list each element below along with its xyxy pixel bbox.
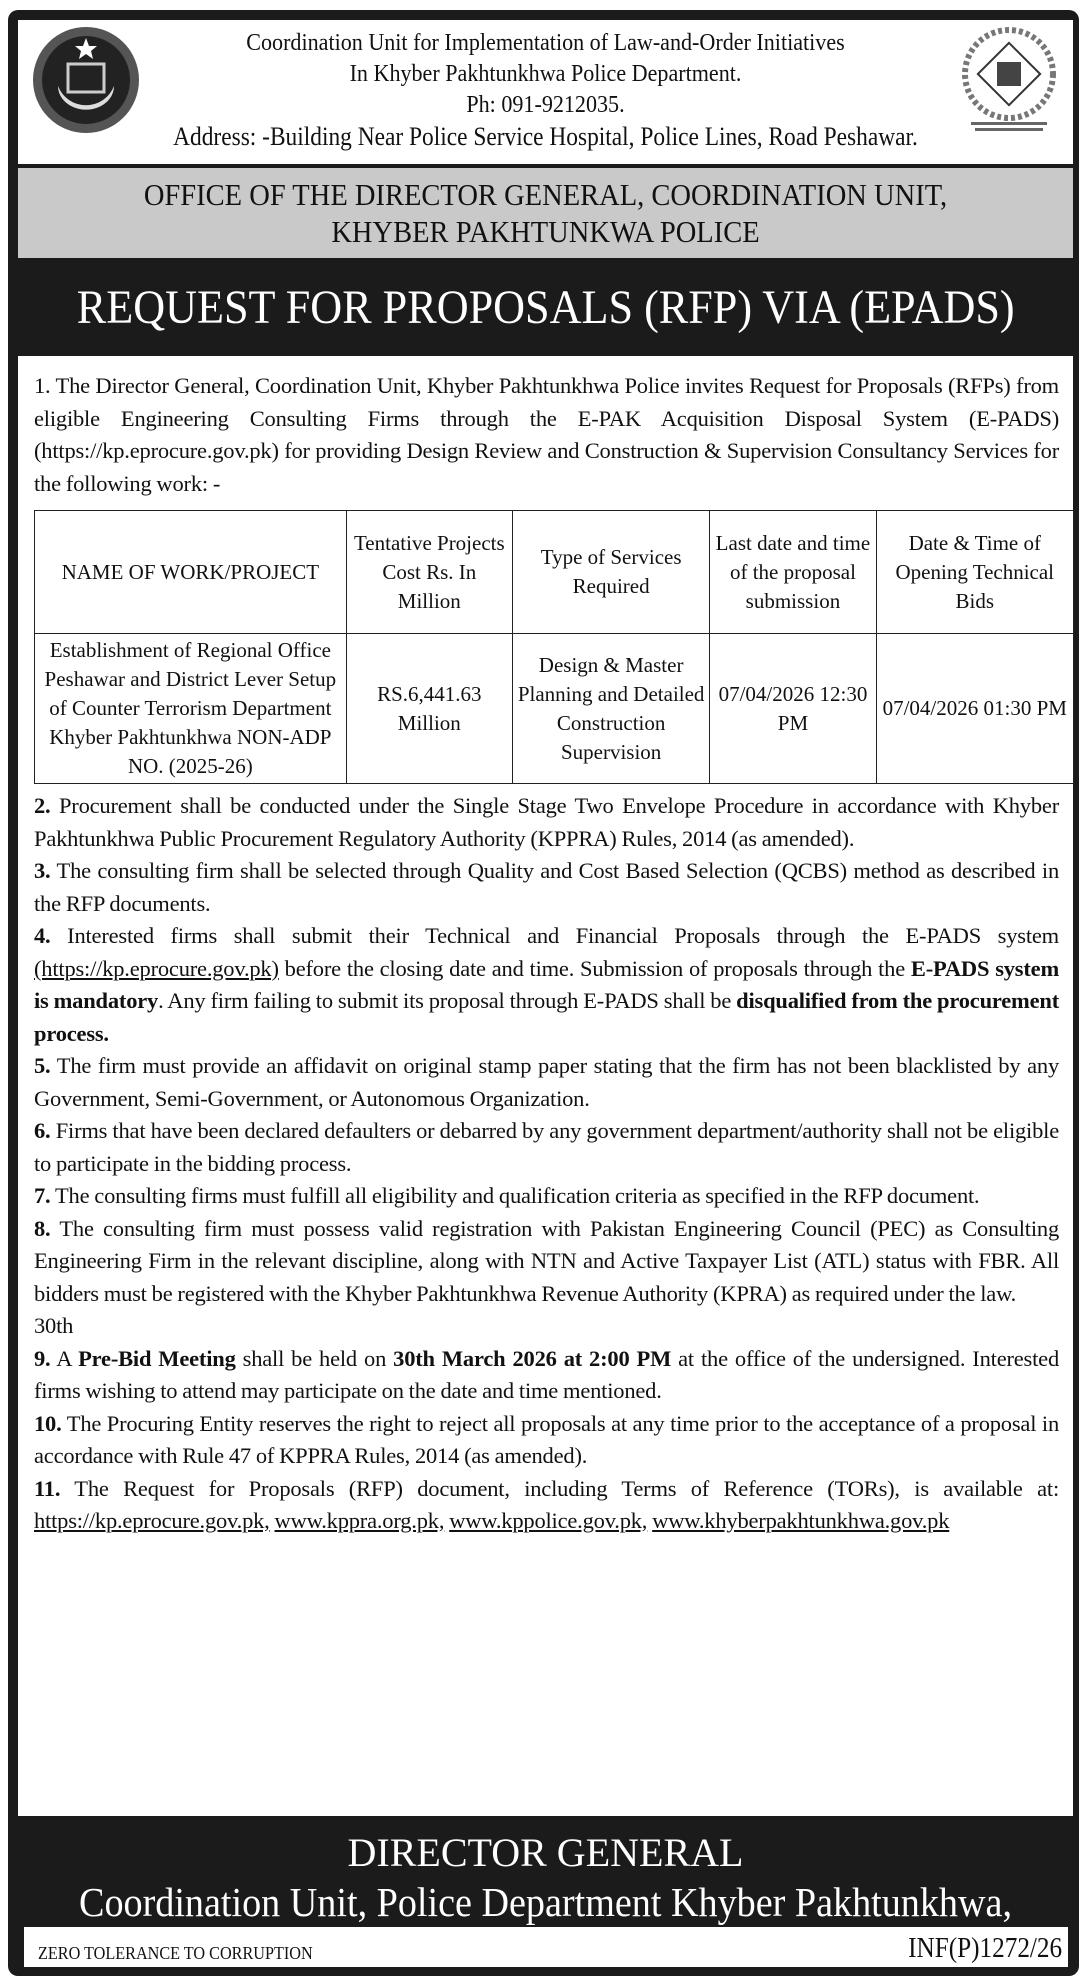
column-header: NAME OF WORK/PROJECT — [35, 511, 347, 634]
paragraph-text: The consulting firm shall be selected through Quality and Cost Based Selection (QCBS) method as described in the RFP documents. — [34, 858, 1059, 916]
office-band — [18, 168, 1073, 258]
column-header: Type of Services Required — [512, 511, 709, 634]
slogan: ZERO TOLERANCE TO CORRUPTION — [38, 1943, 313, 1963]
footer-strip — [24, 1927, 1068, 1967]
paragraph-text: Procurement shall be conducted under the Single Stage Two Envelope Procedure in accordance with Khyber Pakhtunkhwa Public Procurement Regulatory Authority (KPPRA) Rules, 2014 (as amended). — [34, 793, 1059, 851]
paragraph-text: The consulting firm must possess valid registration with Pakistan Engineering Council (PEC) as Consulting Engineering Firm in the relevant discipline, along with NTN and Active Taxpayer List (ATL) status with FBR. All bidders must be registered with the Khyber Pakhtunkhwa Revenue Authority (KPRA) as required under the law. — [34, 1215, 1059, 1306]
office-line-1: OFFICE OF THE DIRECTOR GENERAL, COORDINATION UNIT, — [143, 177, 948, 212]
paragraph-text: shall be held on — [235, 1345, 394, 1371]
term-paragraph — [34, 920, 1059, 1050]
term-paragraph — [34, 1115, 1059, 1180]
work-table — [34, 510, 1074, 784]
website-link[interactable]: www.kppolice.gov.pk, — [449, 1508, 648, 1533]
paragraph-text: The consulting firms must fulfill all eligibility and qualification criteria as specified in the RFP document. — [50, 1183, 980, 1208]
website-link[interactable]: www.kppra.org.pk, — [274, 1508, 445, 1533]
cell-services: Design & Master Planning and Detailed Construction Supervision — [512, 634, 709, 784]
department-name: In Khyber Pakhtunkhwa Police Department. — [349, 61, 742, 87]
paragraph-text: 4. — [34, 923, 51, 948]
page-title: REQUEST FOR PROPOSALS (RFP) VIA (EPADS) — [76, 281, 1015, 334]
term-paragraph — [34, 1213, 1059, 1311]
paragraph-text: E-PADS system is mandatory — [34, 955, 1059, 1013]
paragraph-text: The Request for Proposals (RFP) document, including Terms of Reference (TORs), is available at: — [60, 1475, 1059, 1501]
signatory-title: DIRECTOR GENERAL — [347, 1830, 744, 1875]
paragraph-text: 2. — [34, 793, 51, 818]
paragraph-text: . Any firm failing to submit its proposal through E-PADS shall be — [158, 988, 737, 1013]
paragraph-text: before the closing date and time. Submission of proposals through the — [278, 955, 911, 981]
table-row — [35, 634, 1074, 784]
table-header-row — [35, 511, 1074, 634]
paragraph-text: 30th — [34, 1313, 74, 1338]
paragraph-text: 30th March 2026 at 2:00 PM — [393, 1345, 672, 1371]
term-paragraph — [34, 855, 1059, 920]
website-link[interactable]: (https://kp.eprocure.gov.pk) — [34, 955, 279, 981]
paragraph-text: 10. — [34, 1410, 62, 1436]
title-band — [18, 262, 1073, 354]
coordination-unit-seal-logo — [957, 24, 1061, 136]
paragraph-text: 6. — [34, 1118, 51, 1143]
letterhead — [18, 20, 1073, 164]
paragraph-text: at the office of the undersigned. Interested firms wishing to attend may participate on the date and time mentioned. — [34, 1345, 1060, 1403]
office-line-2: KHYBER PAKHTUNKWA POLICE — [331, 214, 760, 249]
paragraph-text: A — [50, 1345, 79, 1371]
paragraph-text: The Procuring Entity reserves the right to reject all proposals at any time prior to the acceptance of a proposal in accordance with Rule 47 of KPPRA Rules, 2014 (as amended). — [34, 1410, 1059, 1468]
term-paragraph — [34, 1473, 1059, 1538]
notice-body — [18, 356, 1073, 1816]
org-name: Coordination Unit for Implementation of Law-and-Order Initiatives — [246, 30, 845, 56]
paragraph-text: 7. — [34, 1183, 51, 1208]
term-paragraph — [34, 1180, 1059, 1213]
paragraph-text: disqualified from the procurement process. — [34, 988, 1059, 1046]
term-paragraph — [34, 1050, 1059, 1115]
signature-block — [18, 1818, 1073, 1924]
cell-cost: RS.6,441.63 Million — [346, 634, 512, 784]
term-paragraph — [34, 1310, 1059, 1343]
paragraph-text: 5. — [34, 1053, 51, 1078]
paragraph-text: 8. — [34, 1215, 51, 1241]
term-paragraph — [34, 1343, 1059, 1408]
term-paragraph — [34, 1408, 1059, 1473]
cell-project-name: Establishment of Regional Office Peshawar and District Lever Setup of Counter Terrorism Department Khyber Pakhtunkhwa NON-ADP NO. (2025-26) — [35, 634, 347, 784]
terms-list — [34, 790, 1059, 1538]
column-header: Last date and time of the proposal submission — [710, 511, 876, 634]
reference-number: INF(P)1272/26 — [907, 1933, 1062, 1964]
paragraph-text: The firm must provide an affidavit on original stamp paper stating that the firm has not been blacklisted by any Government, Semi-Government, or Autonomous Organization. — [34, 1053, 1059, 1111]
cell-submission-date: 07/04/2026 12:30 PM — [710, 634, 876, 784]
signatory-office: Coordination Unit, Police Department Khyber Pakhtunkhwa, — [79, 1879, 1012, 1925]
paragraph-text: Firms that have been declared defaulters or debarred by any government department/authority shall not be eligible to participate in the bidding process. — [34, 1118, 1059, 1176]
paragraph-text: 11. — [34, 1475, 61, 1501]
website-link[interactable]: www.khyberpakhtunkhwa.gov.pk — [652, 1508, 950, 1533]
cell-opening-date: 07/04/2026 01:30 PM — [876, 634, 1073, 784]
paragraph-text: 3. — [34, 858, 51, 883]
intro-paragraph: 1. The Director General, Coordination Unit, Khyber Pakhtunkhwa Police invites Request for Proposals (RFPs) from eligible Engineering Consulting Firms through the E-PAK Acquisition Disposal System (E-PADS) (https://kp.eprocure.gov.pk) for providing Design Review and Construction & Supervision Consultancy Services for the following work: - — [34, 373, 1059, 496]
column-header: Date & Time of Opening Technical Bids — [876, 511, 1073, 634]
website-link[interactable]: https://kp.eprocure.gov.pk, — [34, 1508, 270, 1533]
paragraph-text: 9. — [34, 1345, 51, 1371]
paragraph-text: Interested firms shall submit their Technical and Financial Proposals through the E-PADS system — [50, 923, 1059, 948]
column-header: Tentative Projects Cost Rs. In Million — [346, 511, 512, 634]
phone-number: Ph: 091-9212035. — [466, 92, 625, 118]
term-paragraph — [34, 790, 1059, 855]
paragraph-text: Pre-Bid Meeting — [78, 1345, 236, 1371]
address: Address: -Building Near Police Service Hospital, Police Lines, Road Peshawar. — [173, 122, 918, 151]
